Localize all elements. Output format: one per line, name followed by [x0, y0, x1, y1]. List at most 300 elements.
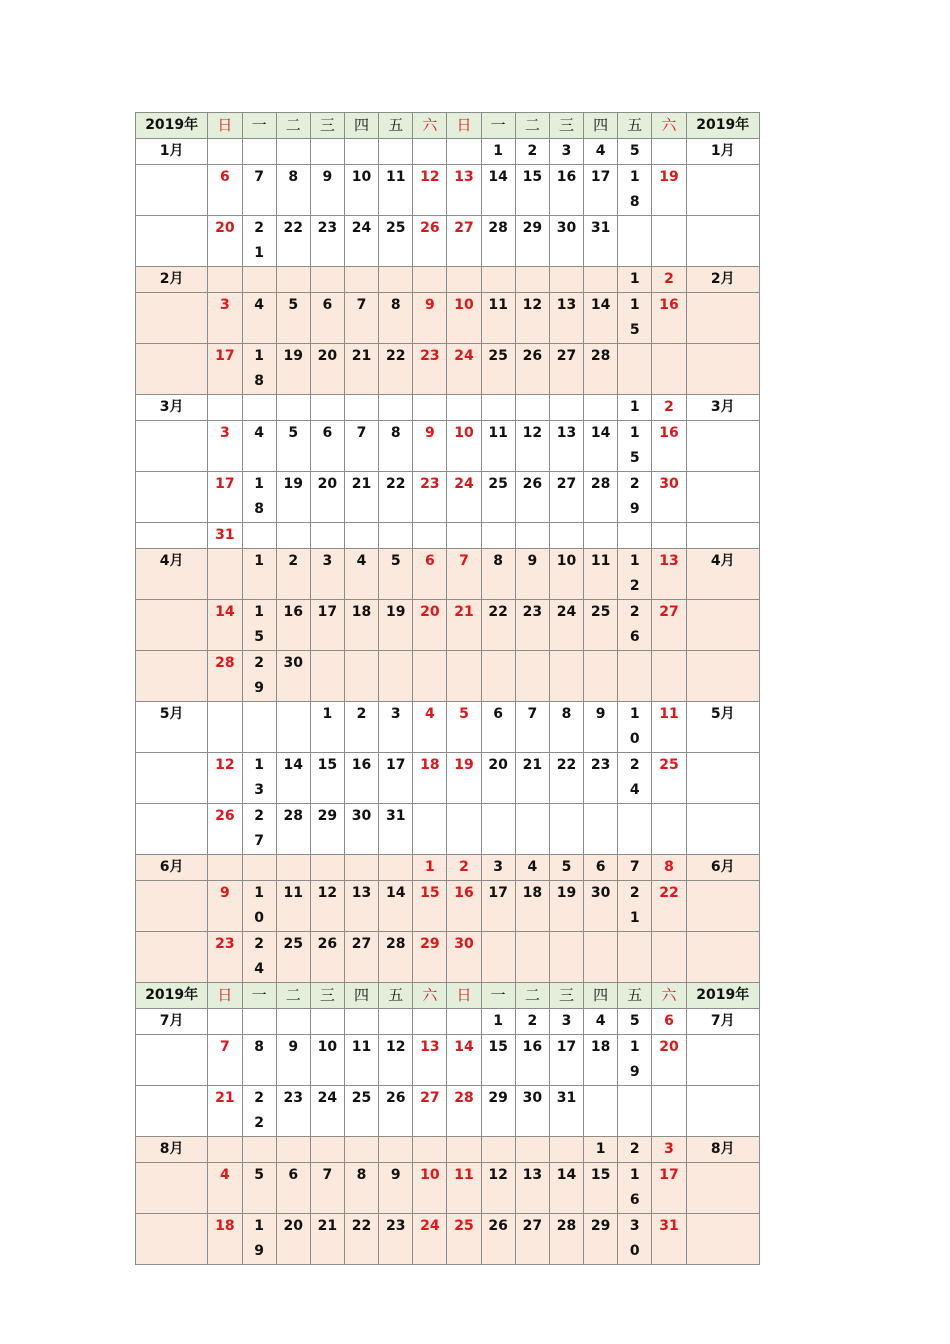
month-label: 8月	[686, 1137, 759, 1163]
day-cell	[344, 651, 378, 702]
day-cell: 18	[413, 753, 447, 804]
month-label: 5月	[686, 702, 759, 753]
day-cell	[618, 702, 652, 753]
day-cell: 6	[208, 165, 242, 216]
day-cell	[447, 1009, 481, 1035]
day-cell: 26	[208, 804, 242, 855]
day-number: 19	[254, 1218, 264, 1259]
day-cell	[208, 395, 242, 421]
month-label: 3月	[136, 395, 208, 421]
day-cell: 9	[413, 293, 447, 344]
day-cell	[413, 804, 447, 855]
day-cell	[549, 804, 583, 855]
weekday-label: 六	[413, 983, 447, 1009]
week-row	[136, 702, 760, 753]
day-cell	[208, 1009, 242, 1035]
month-label	[686, 651, 759, 702]
day-cell: 15	[584, 1163, 618, 1214]
day-cell: 26	[379, 1086, 413, 1137]
day-cell: 7	[310, 1163, 344, 1214]
day-cell: 6	[584, 855, 618, 881]
day-cell: 3	[310, 549, 344, 600]
day-cell	[242, 523, 276, 549]
weekday-label: 日	[208, 113, 242, 139]
day-number: 15	[629, 425, 640, 466]
month-label	[136, 293, 208, 344]
month-label	[136, 1035, 208, 1086]
day-cell: 30	[652, 472, 686, 523]
day-cell: 25	[584, 600, 618, 651]
day-cell: 4	[242, 421, 276, 472]
day-cell	[481, 651, 515, 702]
weekday-label: 四	[344, 113, 378, 139]
day-cell: 7	[515, 702, 549, 753]
month-label	[136, 1086, 208, 1137]
day-cell: 16	[276, 600, 310, 651]
day-cell: 5	[447, 702, 481, 753]
day-cell	[618, 1086, 652, 1137]
month-label	[136, 932, 208, 983]
day-cell: 17	[584, 165, 618, 216]
day-cell	[584, 651, 618, 702]
day-cell: 8	[481, 549, 515, 600]
day-cell	[549, 267, 583, 293]
day-cell	[413, 267, 447, 293]
day-cell	[447, 395, 481, 421]
day-cell	[310, 651, 344, 702]
day-cell: 9	[515, 549, 549, 600]
day-cell	[413, 523, 447, 549]
day-cell: 27	[344, 932, 378, 983]
month-label	[136, 651, 208, 702]
day-cell	[379, 1137, 413, 1163]
month-label	[686, 881, 759, 932]
day-cell	[652, 523, 686, 549]
day-cell	[379, 267, 413, 293]
weekday-header-row	[136, 113, 760, 139]
month-label: 1月	[136, 139, 208, 165]
month-label	[686, 421, 759, 472]
day-cell	[652, 139, 686, 165]
day-cell	[242, 932, 276, 983]
month-label	[686, 165, 759, 216]
week-row	[136, 855, 760, 881]
day-cell: 22	[276, 216, 310, 267]
day-cell: 8	[652, 855, 686, 881]
day-cell: 30	[276, 651, 310, 702]
day-cell: 10	[413, 1163, 447, 1214]
day-cell	[379, 855, 413, 881]
day-cell	[618, 1035, 652, 1086]
day-cell: 16	[652, 293, 686, 344]
day-cell	[242, 1086, 276, 1137]
day-cell: 31	[549, 1086, 583, 1137]
day-cell: 5	[276, 421, 310, 472]
day-cell: 8	[379, 293, 413, 344]
day-cell	[242, 651, 276, 702]
day-number: 10	[629, 706, 640, 747]
day-cell: 9	[413, 421, 447, 472]
day-cell: 12	[481, 1163, 515, 1214]
day-cell: 7	[242, 165, 276, 216]
day-cell: 27	[413, 1086, 447, 1137]
day-cell: 4	[208, 1163, 242, 1214]
day-cell: 25	[652, 753, 686, 804]
day-cell: 10	[549, 549, 583, 600]
day-cell: 1	[242, 549, 276, 600]
day-cell: 29	[481, 1086, 515, 1137]
day-cell	[447, 523, 481, 549]
day-cell: 5	[379, 549, 413, 600]
weekday-label: 四	[584, 983, 618, 1009]
day-cell	[618, 1214, 652, 1265]
weekday-label: 三	[310, 113, 344, 139]
day-cell: 11	[379, 165, 413, 216]
day-cell	[584, 804, 618, 855]
day-cell: 7	[618, 855, 652, 881]
day-cell: 29	[413, 932, 447, 983]
day-cell: 4	[584, 1009, 618, 1035]
day-cell: 19	[447, 753, 481, 804]
month-label	[686, 1163, 759, 1214]
day-cell	[618, 753, 652, 804]
week-row	[136, 165, 760, 216]
day-cell: 28	[584, 344, 618, 395]
day-cell	[310, 139, 344, 165]
day-cell: 11	[344, 1035, 378, 1086]
day-cell: 31	[652, 1214, 686, 1265]
week-row	[136, 1137, 760, 1163]
day-cell: 1	[481, 139, 515, 165]
weekday-label: 日	[447, 113, 481, 139]
week-row	[136, 395, 760, 421]
day-cell: 21	[447, 600, 481, 651]
day-cell: 5	[618, 1009, 652, 1035]
weekday-label: 六	[652, 983, 686, 1009]
day-cell	[447, 804, 481, 855]
day-cell	[379, 651, 413, 702]
month-label	[136, 1163, 208, 1214]
week-row	[136, 139, 760, 165]
week-row	[136, 267, 760, 293]
day-cell: 2	[276, 549, 310, 600]
day-cell: 22	[481, 600, 515, 651]
day-cell	[413, 395, 447, 421]
year-label: 2019年	[686, 113, 759, 139]
day-cell	[618, 881, 652, 932]
day-cell: 5	[276, 293, 310, 344]
weekday-label: 三	[549, 983, 583, 1009]
month-label	[686, 293, 759, 344]
day-cell: 24	[447, 344, 481, 395]
month-label	[136, 472, 208, 523]
month-label: 7月	[686, 1009, 759, 1035]
month-label	[686, 804, 759, 855]
day-cell: 5	[618, 139, 652, 165]
day-cell	[310, 1009, 344, 1035]
weekday-label: 五	[618, 983, 652, 1009]
day-cell: 27	[549, 344, 583, 395]
day-cell	[618, 344, 652, 395]
day-cell: 28	[549, 1214, 583, 1265]
day-cell: 28	[447, 1086, 481, 1137]
weekday-label: 一	[481, 113, 515, 139]
day-cell	[242, 1214, 276, 1265]
day-cell: 16	[515, 1035, 549, 1086]
day-number: 18	[254, 476, 264, 517]
day-cell: 20	[481, 753, 515, 804]
day-cell: 28	[481, 216, 515, 267]
month-label: 2月	[686, 267, 759, 293]
day-number: 29	[629, 476, 640, 517]
week-row	[136, 804, 760, 855]
day-cell: 16	[652, 421, 686, 472]
day-cell	[242, 472, 276, 523]
day-cell: 1	[310, 702, 344, 753]
month-label	[686, 472, 759, 523]
day-cell: 13	[413, 1035, 447, 1086]
day-cell	[652, 651, 686, 702]
week-row	[136, 344, 760, 395]
day-cell: 18	[344, 600, 378, 651]
week-row	[136, 651, 760, 702]
day-cell	[344, 395, 378, 421]
month-label: 4月	[686, 549, 759, 600]
day-cell: 28	[276, 804, 310, 855]
day-cell: 25	[276, 932, 310, 983]
day-cell	[310, 1137, 344, 1163]
day-cell: 6	[276, 1163, 310, 1214]
day-cell: 29	[584, 1214, 618, 1265]
day-cell	[447, 1137, 481, 1163]
day-cell: 23	[413, 472, 447, 523]
day-cell: 19	[652, 165, 686, 216]
day-cell	[652, 1086, 686, 1137]
day-cell: 23	[413, 344, 447, 395]
day-cell: 24	[413, 1214, 447, 1265]
day-cell: 14	[447, 1035, 481, 1086]
day-cell: 21	[515, 753, 549, 804]
day-cell: 2	[447, 855, 481, 881]
day-cell	[549, 1137, 583, 1163]
day-cell: 3	[208, 421, 242, 472]
month-label	[686, 344, 759, 395]
day-cell: 16	[344, 753, 378, 804]
day-cell	[515, 395, 549, 421]
day-cell: 15	[515, 165, 549, 216]
day-cell: 9	[276, 1035, 310, 1086]
day-cell: 24	[310, 1086, 344, 1137]
day-cell: 7	[208, 1035, 242, 1086]
day-cell	[515, 932, 549, 983]
month-label	[686, 1214, 759, 1265]
day-cell	[276, 702, 310, 753]
week-row	[136, 216, 760, 267]
month-label: 6月	[136, 855, 208, 881]
day-cell: 30	[447, 932, 481, 983]
weekday-label: 日	[447, 983, 481, 1009]
month-label	[136, 165, 208, 216]
day-cell: 23	[515, 600, 549, 651]
week-row	[136, 421, 760, 472]
day-cell: 31	[584, 216, 618, 267]
year-label: 2019年	[136, 983, 208, 1009]
week-row	[136, 1086, 760, 1137]
day-cell: 8	[276, 165, 310, 216]
day-cell	[242, 753, 276, 804]
day-cell	[481, 523, 515, 549]
day-cell: 9	[310, 165, 344, 216]
day-cell	[242, 702, 276, 753]
day-cell	[276, 523, 310, 549]
day-cell	[549, 523, 583, 549]
weekday-label: 一	[242, 983, 276, 1009]
weekday-label: 四	[344, 983, 378, 1009]
day-cell: 22	[379, 344, 413, 395]
day-cell: 10	[447, 421, 481, 472]
month-label: 4月	[136, 549, 208, 600]
month-label: 3月	[686, 395, 759, 421]
week-row	[136, 753, 760, 804]
day-cell	[242, 139, 276, 165]
day-cell	[549, 932, 583, 983]
day-cell: 26	[413, 216, 447, 267]
day-cell	[618, 932, 652, 983]
day-cell: 7	[447, 549, 481, 600]
day-cell: 8	[379, 421, 413, 472]
day-cell: 26	[481, 1214, 515, 1265]
day-cell	[242, 267, 276, 293]
day-cell	[242, 344, 276, 395]
day-cell: 1	[481, 1009, 515, 1035]
day-cell	[344, 523, 378, 549]
day-cell: 20	[208, 216, 242, 267]
day-cell: 23	[379, 1214, 413, 1265]
day-cell: 14	[584, 421, 618, 472]
day-cell	[481, 932, 515, 983]
day-cell: 3	[652, 1137, 686, 1163]
month-label: 1月	[686, 139, 759, 165]
day-cell	[618, 165, 652, 216]
day-cell: 14	[276, 753, 310, 804]
day-cell	[515, 651, 549, 702]
day-cell	[208, 549, 242, 600]
day-cell	[515, 523, 549, 549]
day-cell: 26	[515, 344, 549, 395]
day-cell: 9	[379, 1163, 413, 1214]
day-cell: 17	[379, 753, 413, 804]
day-cell: 3	[549, 1009, 583, 1035]
day-number: 30	[629, 1218, 640, 1259]
day-cell: 23	[208, 932, 242, 983]
day-cell	[344, 267, 378, 293]
month-label	[686, 753, 759, 804]
day-cell	[447, 651, 481, 702]
day-cell	[310, 855, 344, 881]
day-cell	[379, 523, 413, 549]
day-cell: 26	[515, 472, 549, 523]
day-cell	[208, 1137, 242, 1163]
day-cell: 12	[310, 881, 344, 932]
day-cell	[242, 395, 276, 421]
day-cell: 20	[276, 1214, 310, 1265]
day-cell: 9	[208, 881, 242, 932]
week-row	[136, 1009, 760, 1035]
day-cell: 7	[344, 421, 378, 472]
day-cell: 17	[208, 472, 242, 523]
week-row	[136, 1163, 760, 1214]
day-cell: 20	[413, 600, 447, 651]
day-cell	[276, 395, 310, 421]
day-cell: 2	[344, 702, 378, 753]
weekday-label: 二	[276, 983, 310, 1009]
day-cell: 12	[515, 421, 549, 472]
day-cell	[549, 395, 583, 421]
day-cell: 27	[447, 216, 481, 267]
day-number: 18	[254, 348, 264, 389]
day-cell: 24	[549, 600, 583, 651]
day-cell: 10	[447, 293, 481, 344]
day-cell: 30	[549, 216, 583, 267]
day-cell	[208, 267, 242, 293]
day-cell: 11	[447, 1163, 481, 1214]
day-cell: 14	[208, 600, 242, 651]
month-label	[686, 1086, 759, 1137]
day-cell	[276, 267, 310, 293]
day-cell: 22	[549, 753, 583, 804]
day-cell: 24	[344, 216, 378, 267]
day-cell: 4	[413, 702, 447, 753]
day-cell	[515, 1137, 549, 1163]
day-number: 19	[629, 1039, 640, 1080]
weekday-label: 六	[652, 113, 686, 139]
day-cell: 18	[208, 1214, 242, 1265]
day-cell: 7	[344, 293, 378, 344]
weekday-header-row	[136, 983, 760, 1009]
day-cell: 2	[618, 1137, 652, 1163]
day-cell: 15	[481, 1035, 515, 1086]
day-cell: 5	[549, 855, 583, 881]
month-label	[136, 344, 208, 395]
day-cell	[344, 1009, 378, 1035]
day-cell	[481, 804, 515, 855]
weekday-label: 二	[276, 113, 310, 139]
day-cell	[447, 267, 481, 293]
day-cell: 20	[310, 472, 344, 523]
day-cell	[413, 651, 447, 702]
day-cell	[242, 1009, 276, 1035]
day-cell: 22	[344, 1214, 378, 1265]
day-cell	[618, 804, 652, 855]
day-cell	[276, 855, 310, 881]
weekday-label: 一	[481, 983, 515, 1009]
month-label	[686, 600, 759, 651]
day-number: 27	[254, 808, 264, 849]
day-cell: 14	[584, 293, 618, 344]
month-label	[136, 753, 208, 804]
day-number: 29	[254, 655, 264, 696]
week-row	[136, 881, 760, 932]
day-cell: 8	[549, 702, 583, 753]
day-cell	[344, 139, 378, 165]
day-cell: 27	[652, 600, 686, 651]
day-cell: 23	[584, 753, 618, 804]
day-cell	[652, 932, 686, 983]
month-label	[686, 523, 759, 549]
day-cell: 15	[310, 753, 344, 804]
week-row	[136, 1214, 760, 1265]
day-cell: 14	[549, 1163, 583, 1214]
